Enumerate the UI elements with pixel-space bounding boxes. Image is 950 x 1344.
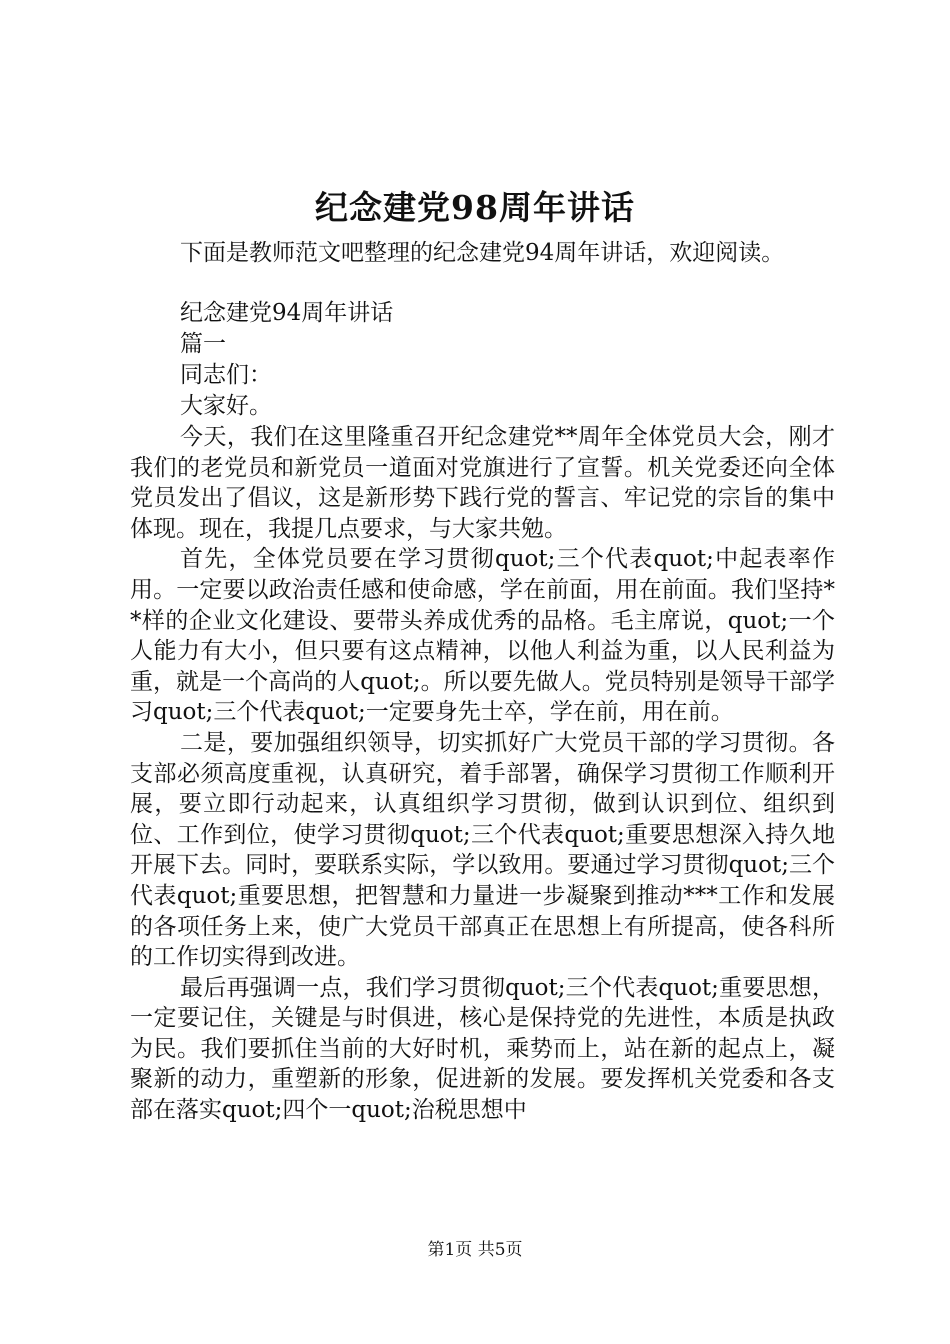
salutation: 同志们： <box>180 362 272 388</box>
speech-subtitle: 纪念建党94周年讲话 <box>180 300 394 326</box>
paragraph: 最后再强调一点，我们学习贯彻quot;三个代表quot;重要思想，一定要记住，关键是与时俱进，核心是保持党的先进性，本质是执政为民。我们要抓住当前的大好时机，乘势而上，站在新的起点上，凝聚新的动力，重塑新的形象，促进新的发展。要发挥机关党委和各支部在落实quot;四个一quot;治税思想中 <box>130 974 835 1124</box>
speech-body <box>130 422 835 1126</box>
greeting: 大家好。 <box>180 393 272 419</box>
paragraph: 首先，全体党员要在学习贯彻quot;三个代表quot;中起表率作用。一定要以政治责任感和使命感，学在前面，用在前面。我们坚持**样的企业文化建设、要带头养成优秀的品格。毛主席说，quot;一个人能力有大小，但只要有这点精神，以他人利益为重，以人民利益为重，就是一个高尚的人quot;。所以要先做人。党员特别是领导干部学习quot;三个代表quot;一定要身先士卒，学在前，用在前。 <box>130 546 835 726</box>
intro-text: 下面是教师范文吧整理的纪念建党94周年讲话，欢迎阅读。 <box>180 240 785 266</box>
document-title: 纪念建党98周年讲话 <box>315 188 635 227</box>
section-label: 篇一 <box>180 331 226 357</box>
paragraph: 今天，我们在这里隆重召开纪念建党**周年全体党员大会，刚才我们的老党员和新党员一道面对党旗进行了宣誓。机关党委还向全体党员发出了倡议，这是新形势下践行党的誓言、牢记党的宗旨的集中体现。现在，我提几点要求，与大家共勉。 <box>130 424 835 542</box>
paragraph: 二是，要加强组织领导，切实抓好广大党员干部的学习贯彻。各支部必须高度重视，认真研究，着手部署，确保学习贯彻工作顺利开展，要立即行动起来，认真组织学习贯彻，做到认识到位、组织到位、工作到位，使学习贯彻quot;三个代表quot;重要思想深入持久地开展下去。同时，要联系实际，学以致用。要通过学习贯彻quot;三个代表quot;重要思想，把智慧和力量进一步凝聚到推动***工作和发展的各项任务上来，使广大党员干部真正在思想上有所提高，使各科所的工作切实得到改进。 <box>130 729 835 971</box>
page-number: 第1页 共5页 <box>427 1240 523 1260</box>
